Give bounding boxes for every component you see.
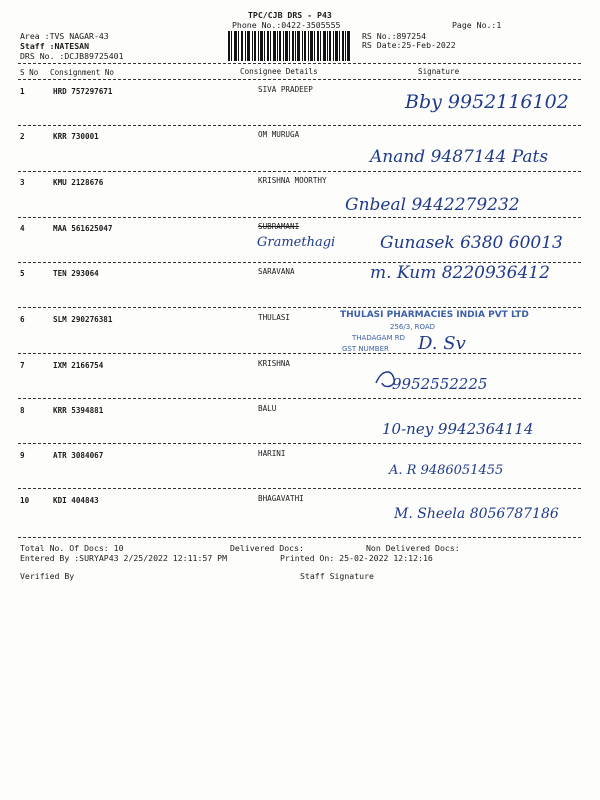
document-title: TPC/CJB DRS - P43	[248, 10, 332, 20]
row-consignee: KRISHNA	[258, 359, 291, 368]
col-consignment: Consignment No	[50, 68, 115, 77]
row-consignment: MAA 561625047	[53, 224, 113, 233]
row-consignment: IXM 2166754	[53, 361, 104, 370]
entered-by: Entered By :SURYAP43 2/25/2022 12:11:57 PM	[20, 553, 228, 563]
handwritten-signature	[400, 80, 570, 120]
row-sno: 8	[20, 406, 25, 415]
row-consignee: OM MURUGA	[258, 130, 300, 139]
row-consignment: KMU 2128676	[53, 178, 104, 187]
row-sno: 5	[20, 269, 25, 278]
row-consignee: SIVA PRADEEP	[258, 85, 313, 94]
printed-on: Printed On: 25-02-2022 12:12:16	[280, 553, 433, 563]
row-consignee: BALU	[258, 404, 277, 413]
drs-number: DRS No. :DCJB89725401	[20, 51, 124, 61]
divider	[18, 63, 581, 64]
divider	[18, 217, 581, 218]
row-sno: 3	[20, 178, 25, 187]
delivered-docs: Delivered Docs:	[230, 543, 304, 553]
handwritten-signature	[372, 365, 552, 399]
row-sno: 2	[20, 132, 25, 141]
divider	[18, 398, 581, 399]
row-consignment: SLM 290276381	[53, 315, 113, 324]
col-signature: Signature	[418, 67, 460, 76]
handwritten-signature	[340, 190, 580, 220]
svg-text:m. Kum 8220936412: m. Kum 8220936412	[370, 263, 550, 283]
handwritten-signature	[365, 258, 565, 306]
svg-text:256/3, ROAD: 256/3, ROAD	[390, 323, 436, 331]
handwritten-note	[255, 228, 375, 254]
svg-text:Gunasek 6380 60013: Gunasek 6380 60013	[380, 233, 563, 253]
row-consignment: ATR 3084067	[53, 451, 104, 460]
row-sno: 7	[20, 361, 25, 370]
svg-text:GST NUMBER: GST NUMBER	[342, 345, 389, 353]
row-sno: 4	[20, 224, 25, 233]
row-consignee: BHAGAVATHI	[258, 494, 304, 503]
divider	[18, 488, 581, 489]
row-consignee: SARAVANA	[258, 267, 295, 276]
row-consignee: HARINI	[258, 449, 286, 458]
row-consignee: THULASI	[258, 313, 291, 322]
row-sno: 9	[20, 451, 25, 460]
svg-text:D. Sv: D. Sv	[418, 333, 466, 354]
company-stamp	[338, 305, 538, 357]
staff-label: Staff :NATESAN	[20, 41, 90, 51]
verified-by: Verified By	[20, 571, 75, 581]
handwritten-signature	[392, 496, 559, 540]
col-sno: S No	[20, 68, 39, 77]
row-consignment: KDI 404843	[53, 496, 99, 505]
row-sno: 1	[20, 87, 25, 96]
divider	[18, 443, 581, 444]
handwritten-signature	[365, 126, 549, 174]
rs-date: RS Date:25-Feb-2022	[362, 40, 456, 50]
svg-text:THADAGAM RD: THADAGAM RD	[352, 334, 405, 342]
row-consignment: KRR 5394881	[53, 406, 104, 415]
svg-text:Bby 9952116102: Bby 9952116102	[405, 91, 569, 113]
col-consignee: Consignee Details	[240, 67, 318, 76]
row-sno: 6	[20, 315, 25, 324]
divider	[18, 537, 581, 538]
handwritten-signature	[378, 402, 568, 446]
svg-text:Gnbeal 9442279232: Gnbeal 9442279232	[345, 195, 520, 215]
svg-text:Anand 9487144 Pats: Anand 9487144 Pats	[370, 147, 549, 167]
svg-text:10-ney 9942364114: 10-ney 9942364114	[382, 420, 534, 438]
page-number: Page No.:1	[452, 20, 502, 30]
barcode-image	[228, 31, 352, 61]
handwritten-signature	[385, 448, 545, 488]
divider	[18, 171, 581, 172]
row-consignment: KRR 730001	[53, 132, 99, 141]
staff-signature-label: Staff Signature	[300, 571, 374, 581]
svg-text:THULASI PHARMACIES INDIA PVT L: THULASI PHARMACIES INDIA PVT LTD	[340, 310, 529, 320]
svg-text:A. R 9486051455: A. R 9486051455	[389, 463, 504, 478]
row-consignee: KRISHNA MOORTHY	[258, 176, 327, 185]
divider	[18, 353, 581, 354]
svg-text:M. Sheela 8056787186: M. Sheela 8056787186	[394, 506, 559, 522]
row-sno: 10	[20, 496, 30, 505]
rs-number: RS No.:897254	[362, 31, 427, 41]
row-consignment: HRD 757297671	[53, 87, 113, 96]
svg-text:9952552225: 9952552225	[392, 375, 488, 393]
phone-number: Phone No.:0422-3505555	[232, 20, 341, 30]
row-consignment: TEN 293064	[53, 269, 99, 278]
total-docs: Total No. Of Docs: 10	[20, 543, 124, 553]
non-delivered-docs: Non Delivered Docs:	[366, 543, 460, 553]
svg-text:Gramethagi: Gramethagi	[257, 235, 336, 250]
row-consignee: SUBRAMANI	[258, 222, 300, 231]
area-label: Area :TVS NAGAR-43	[20, 31, 109, 41]
